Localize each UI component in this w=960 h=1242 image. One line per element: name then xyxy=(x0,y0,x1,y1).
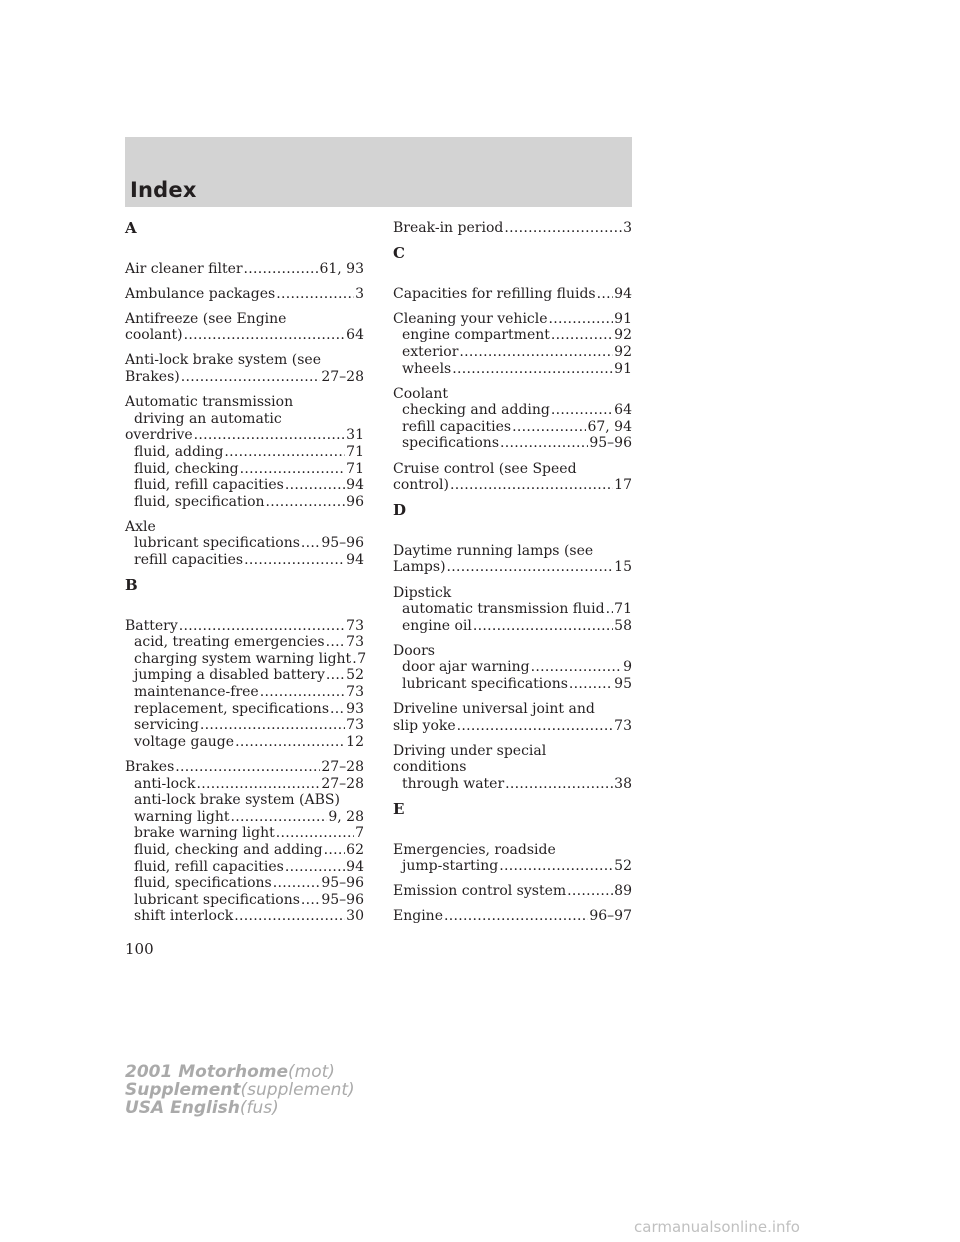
index-subentry-line xyxy=(393,419,632,436)
index-subentry-line xyxy=(393,858,632,875)
index-entry-line xyxy=(125,759,364,776)
dot-leader xyxy=(231,809,328,826)
index-subentry-line xyxy=(125,842,364,859)
entry-term: anti-lock xyxy=(134,775,196,792)
dot-leader xyxy=(196,776,320,793)
entry-term: control) xyxy=(393,477,449,494)
index-subentry-line xyxy=(125,859,364,876)
entry-term: fluid, refill capacities xyxy=(134,477,284,494)
entry-term: jumping a disabled battery xyxy=(134,667,325,684)
dot-leader xyxy=(531,659,622,676)
index-entry-line xyxy=(125,369,364,386)
dot-leader xyxy=(194,427,346,444)
entry-term: servicing xyxy=(134,717,199,734)
entry-page-ref: 64 xyxy=(614,402,632,419)
entry-term: fluid, refill capacities xyxy=(134,858,284,875)
entry-page-ref: 94 xyxy=(346,552,364,568)
entry-page-ref: 94 xyxy=(346,858,364,875)
index-subentry-line xyxy=(125,552,364,569)
index-entry xyxy=(393,908,632,925)
section-letter: E xyxy=(393,800,405,819)
dot-leader xyxy=(175,759,320,776)
index-subentry-line xyxy=(125,776,364,793)
dot-leader xyxy=(459,344,613,361)
entry-term: fluid, adding xyxy=(134,443,224,460)
index-subentry-line xyxy=(393,435,632,452)
entry-page-ref: 95–96 xyxy=(321,535,364,552)
index-subentry-line xyxy=(125,792,364,809)
dot-leader xyxy=(567,883,613,900)
entry-term: Dipstick xyxy=(393,584,452,601)
dot-leader xyxy=(260,684,345,701)
index-entry-line xyxy=(125,327,364,344)
entry-term: fluid, specifications xyxy=(134,875,272,892)
index-subentry-line xyxy=(393,618,632,635)
dot-leader xyxy=(324,842,346,859)
entry-page-ref: 73 xyxy=(346,717,364,734)
footer-line-3 xyxy=(125,1099,355,1117)
dot-leader xyxy=(569,676,613,693)
entry-term: voltage gauge xyxy=(134,733,235,750)
entry-term: conditions xyxy=(393,759,467,776)
index-entry xyxy=(393,643,632,693)
entry-page-ref: 95–96 xyxy=(589,435,632,452)
entry-term: Cleaning your vehicle xyxy=(393,310,548,327)
entry-term: lubricant specifications xyxy=(134,535,300,552)
entry-page-ref: 15 xyxy=(614,559,632,576)
dot-leader xyxy=(301,535,320,552)
index-entry-line xyxy=(393,759,632,776)
entry-term: Driveline universal joint and xyxy=(393,701,595,718)
index-subentry-line xyxy=(125,684,364,701)
entry-page-ref: 61, 93 xyxy=(319,260,364,277)
entry-term: Automatic transmission xyxy=(125,394,294,411)
index-column-right xyxy=(393,220,632,934)
index-entry xyxy=(125,261,364,278)
footer-edition-code: (supplement) xyxy=(240,1080,355,1100)
dot-leader xyxy=(200,717,345,734)
dot-leader xyxy=(273,875,321,892)
index-subentry-line xyxy=(125,535,364,552)
dot-leader xyxy=(326,634,346,651)
section-letter: B xyxy=(125,576,138,595)
index-entry-line xyxy=(393,477,632,494)
index-entry-line xyxy=(393,220,632,237)
entry-page-ref: 89 xyxy=(614,883,632,900)
index-entry-line xyxy=(125,261,364,278)
index-column-left xyxy=(125,219,367,933)
entry-page-ref: 7 xyxy=(357,650,367,667)
entry-page-ref: 73 xyxy=(346,684,364,701)
dot-leader xyxy=(234,908,345,925)
entry-page-ref: 9 xyxy=(623,659,632,676)
entry-term: driving an automatic xyxy=(134,410,282,427)
index-subentry-line xyxy=(125,444,364,461)
index-entry xyxy=(125,759,364,925)
watermark: carmanualsonline.info xyxy=(634,1218,800,1236)
index-entry-line xyxy=(125,427,364,444)
entry-term: engine compartment xyxy=(402,327,550,344)
entry-page-ref: 67, 94 xyxy=(587,418,632,435)
index-entry xyxy=(393,585,632,635)
entry-page-ref: 30 xyxy=(346,908,364,925)
entry-page-ref: 9, 28 xyxy=(328,808,364,825)
entry-term: Battery xyxy=(125,617,178,634)
index-entry xyxy=(393,311,632,377)
index-subentry-line xyxy=(393,776,632,793)
entry-term: Axle xyxy=(125,518,156,535)
page-number: 100 xyxy=(125,940,154,958)
footer-title-code: (mot) xyxy=(288,1062,335,1082)
entry-term: anti-lock brake system (ABS) xyxy=(134,792,340,809)
entry-page-ref: 27–28 xyxy=(321,369,364,386)
dot-leader xyxy=(504,220,622,237)
section-letter: C xyxy=(393,244,405,263)
index-subentry-line xyxy=(125,908,364,925)
index-subentry-line xyxy=(125,892,364,909)
page-title: Index xyxy=(130,178,197,202)
entry-term: exterior xyxy=(402,343,459,360)
dot-leader xyxy=(500,435,588,452)
dot-leader xyxy=(326,667,345,684)
entry-page-ref: 73 xyxy=(346,617,364,634)
entry-page-ref: 95–96 xyxy=(321,891,364,908)
index-subentry-line xyxy=(125,734,364,751)
entry-page-ref: 91 xyxy=(614,310,632,327)
dot-leader xyxy=(276,286,354,303)
entry-page-ref: 73 xyxy=(614,717,632,734)
entry-term: maintenance-free xyxy=(134,684,259,701)
entry-term: automatic transmission fluid xyxy=(402,601,605,618)
index-entry-line xyxy=(125,286,364,303)
index-subentry-line xyxy=(125,494,364,511)
entry-term: Break-in period xyxy=(393,220,504,236)
index-subentry-line xyxy=(125,461,364,478)
index-entry-line xyxy=(393,543,632,560)
entry-term: Coolant xyxy=(393,385,449,402)
entry-page-ref: 93 xyxy=(346,700,364,717)
index-subentry-line xyxy=(393,601,632,618)
index-entry-line xyxy=(393,718,632,735)
dot-leader xyxy=(499,858,613,875)
entry-term: Cruise control (see Speed xyxy=(393,460,577,477)
dot-leader xyxy=(473,618,613,635)
index-entry xyxy=(393,386,632,452)
entry-term: engine oil xyxy=(402,617,472,634)
index-entry-line xyxy=(393,701,632,718)
entry-page-ref: 95–96 xyxy=(321,875,364,892)
index-subentry-line xyxy=(125,717,364,734)
dot-leader xyxy=(285,859,345,876)
entry-term: fluid, specification xyxy=(134,493,265,510)
index-subentry-line xyxy=(393,676,632,693)
index-subentry-line xyxy=(125,809,364,826)
dot-leader xyxy=(240,461,346,478)
entry-page-ref: 73 xyxy=(346,634,364,651)
index-entry-line xyxy=(393,643,632,660)
dot-leader xyxy=(184,327,346,344)
entry-term: fluid, checking xyxy=(134,460,239,477)
section-letter: A xyxy=(125,219,137,237)
entry-page-ref: 71 xyxy=(346,460,364,477)
document-footer xyxy=(125,1063,355,1117)
dot-leader xyxy=(551,327,613,344)
entry-term: lubricant specifications xyxy=(402,675,568,692)
dot-leader xyxy=(352,651,356,668)
entry-term: shift interlock xyxy=(134,908,234,925)
entry-page-ref: 64 xyxy=(346,327,364,344)
index-entry-line xyxy=(393,386,632,403)
entry-page-ref: 71 xyxy=(346,443,364,460)
index-entry xyxy=(125,352,364,385)
entry-page-ref: 38 xyxy=(614,775,632,792)
entry-term: Capacities for refilling fluids xyxy=(393,285,596,302)
entry-page-ref: 58 xyxy=(614,617,632,634)
entry-term: Brakes) xyxy=(125,369,180,386)
index-entry xyxy=(393,220,632,237)
entry-page-ref: 3 xyxy=(355,285,364,302)
dot-leader xyxy=(444,908,588,925)
entry-page-ref: 31 xyxy=(346,427,364,444)
entry-term: Antifreeze (see Engine xyxy=(125,310,287,327)
dot-leader xyxy=(224,444,345,461)
footer-line-2 xyxy=(125,1081,355,1099)
index-subentry-line xyxy=(393,327,632,344)
index-entry-line xyxy=(393,559,632,576)
index-entry xyxy=(125,519,364,569)
entry-term: wheels xyxy=(402,360,452,377)
entry-term: Doors xyxy=(393,642,435,659)
index-entry xyxy=(393,883,632,900)
entry-term: Anti-lock brake system (see xyxy=(125,352,321,369)
index-entry-line xyxy=(393,883,632,900)
entry-term: slip yoke xyxy=(393,717,456,734)
entry-term: warning light xyxy=(134,808,230,825)
dot-leader xyxy=(179,618,345,635)
dot-leader xyxy=(452,361,613,378)
entry-term: Ambulance packages xyxy=(125,285,276,302)
dot-leader xyxy=(244,261,319,278)
index-entry xyxy=(125,394,364,510)
entry-page-ref: 52 xyxy=(346,667,364,684)
entry-term: Daytime running lamps (see xyxy=(393,542,594,559)
entry-term: lubricant specifications xyxy=(134,891,300,908)
index-subentry-line xyxy=(125,650,367,668)
index-entry xyxy=(393,286,632,303)
index-subentry-line xyxy=(125,411,364,428)
footer-language: USA English xyxy=(125,1098,240,1118)
entry-term: refill capacities xyxy=(134,552,244,568)
index-entry xyxy=(125,617,367,751)
footer-line-1 xyxy=(125,1063,355,1081)
entry-term: Lamps) xyxy=(393,559,446,576)
index-entry xyxy=(125,311,364,344)
entry-page-ref: 71 xyxy=(614,601,632,618)
entry-page-ref: 94 xyxy=(346,477,364,494)
dot-leader xyxy=(551,402,613,419)
dot-leader xyxy=(285,477,345,494)
dot-leader xyxy=(512,419,586,436)
header-band xyxy=(125,137,632,207)
index-entry xyxy=(393,461,632,494)
entry-term: brake warning light xyxy=(134,825,275,842)
index-subentry-line xyxy=(125,477,364,494)
index-entry-line xyxy=(393,842,632,859)
index-entry-line xyxy=(125,618,364,635)
index-subentry-line xyxy=(125,825,364,842)
dot-leader xyxy=(235,734,345,751)
index-entry-line xyxy=(125,352,364,369)
entry-term: jump-starting xyxy=(402,858,499,875)
index-subentry-line xyxy=(393,361,632,378)
entry-term: overdrive xyxy=(125,427,193,444)
dot-leader xyxy=(505,776,613,793)
entry-page-ref: 27–28 xyxy=(321,758,364,775)
dot-leader xyxy=(330,701,345,718)
entry-page-ref: 92 xyxy=(614,327,632,344)
entry-page-ref: 95 xyxy=(614,675,632,692)
index-entry-line xyxy=(393,461,632,478)
entry-term: fluid, checking and adding xyxy=(134,841,323,858)
entry-page-ref: 94 xyxy=(614,285,632,302)
index-entry xyxy=(393,842,632,875)
entry-term: specifications xyxy=(402,435,500,452)
entry-term: charging system warning light xyxy=(134,650,352,667)
dot-leader xyxy=(549,311,614,328)
entry-page-ref: 62 xyxy=(346,841,364,858)
entry-page-ref: 96 xyxy=(346,493,364,510)
index-subentry-line xyxy=(125,634,364,651)
index-subentry-line xyxy=(125,701,364,718)
entry-page-ref: 27–28 xyxy=(321,775,364,792)
index-entry-line xyxy=(125,519,364,536)
index-subentry-line xyxy=(393,344,632,361)
entry-term: door ajar warning xyxy=(402,659,530,676)
index-subentry-line xyxy=(393,659,632,676)
dot-leader xyxy=(276,825,354,842)
index-entry xyxy=(125,286,364,303)
entry-page-ref: 92 xyxy=(614,343,632,360)
entry-term: Driving under special xyxy=(393,742,547,759)
entry-term: acid, treating emergencies xyxy=(134,634,325,651)
index-entry-line xyxy=(125,394,364,411)
entry-page-ref: 91 xyxy=(614,360,632,377)
dot-leader xyxy=(266,494,346,511)
index-entry-line xyxy=(393,585,632,602)
dot-leader xyxy=(447,559,614,576)
index-entry-line xyxy=(125,311,364,328)
index-entry xyxy=(393,701,632,734)
entry-term: Emergencies, roadside xyxy=(393,841,556,858)
entry-page-ref: 17 xyxy=(614,477,632,494)
entry-term: Air cleaner filter xyxy=(125,260,243,277)
index-subentry-line xyxy=(125,667,364,684)
footer-language-code: (fus) xyxy=(239,1098,279,1118)
entry-term: Engine xyxy=(393,908,443,925)
index-entry-line xyxy=(393,743,632,760)
index-entry xyxy=(393,743,632,793)
index-subentry-line xyxy=(393,402,632,419)
entry-term: coolant) xyxy=(125,327,183,344)
entry-term: Brakes xyxy=(125,758,175,775)
dot-leader xyxy=(457,718,614,735)
index-entry xyxy=(393,543,632,576)
index-subentry-line xyxy=(125,875,364,892)
entry-page-ref: 3 xyxy=(623,220,632,236)
entry-term: Emission control system xyxy=(393,883,567,900)
entry-page-ref: 96–97 xyxy=(589,908,632,925)
dot-leader xyxy=(244,552,345,569)
footer-edition: Supplement xyxy=(125,1080,241,1100)
dot-leader xyxy=(606,601,614,618)
entry-term: checking and adding xyxy=(402,402,550,419)
dot-leader xyxy=(181,369,321,386)
footer-title: 2001 Motorhome xyxy=(125,1062,289,1082)
entry-term: replacement, specifications xyxy=(134,700,330,717)
dot-leader xyxy=(301,892,320,909)
index-entry-line xyxy=(393,286,632,303)
dot-leader xyxy=(450,477,613,494)
entry-term: refill capacities xyxy=(402,418,512,435)
entry-page-ref: 12 xyxy=(346,733,364,750)
section-letter: D xyxy=(393,501,407,520)
index-entry-line xyxy=(393,908,632,925)
entry-page-ref: 52 xyxy=(614,858,632,875)
entry-page-ref: 7 xyxy=(355,825,364,842)
index-entry-line xyxy=(393,311,632,328)
dot-leader xyxy=(597,286,614,303)
entry-term: through water xyxy=(402,775,505,792)
